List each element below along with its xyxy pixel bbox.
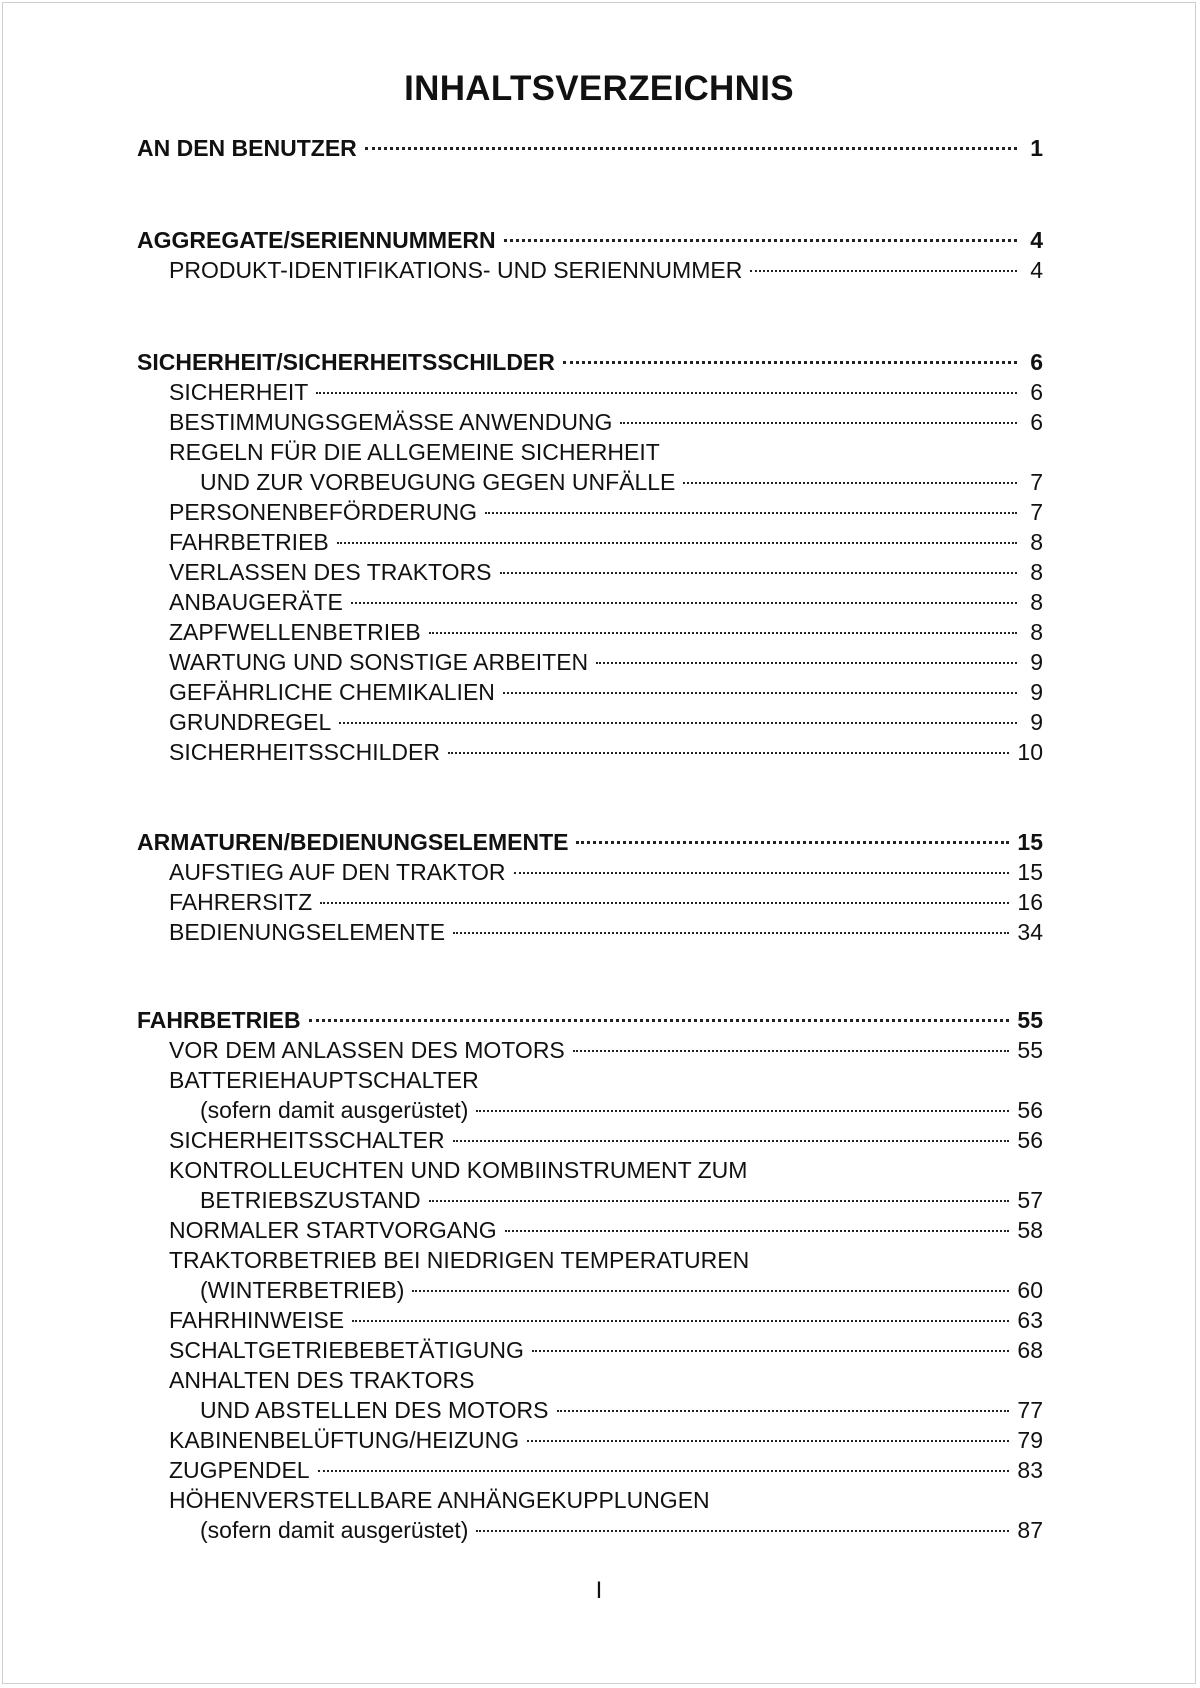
toc-entry-label: ZUGPENDEL bbox=[169, 1457, 310, 1483]
toc-entry bbox=[169, 1365, 1043, 1395]
toc-entry-page: 7 bbox=[1030, 469, 1043, 495]
toc-entry-label: PERSONENBEFÖRDERUNG bbox=[169, 499, 477, 525]
document-page bbox=[2, 2, 1196, 1684]
toc-section-page: 15 bbox=[1017, 829, 1043, 855]
toc-entry-label: PRODUKT-IDENTIFIKATIONS- UND SERIENNUMMER bbox=[169, 257, 743, 283]
toc-section bbox=[137, 225, 1043, 255]
toc-section-page: 6 bbox=[1030, 349, 1043, 375]
toc-entry-label: HÖHENVERSTELLBARE ANHÄNGEKUPPLUNGEN bbox=[169, 1487, 710, 1513]
toc-entry-page: 4 bbox=[1030, 257, 1043, 283]
dot-leader bbox=[339, 720, 1017, 724]
toc-section-label: FAHRBETRIEB bbox=[137, 1007, 301, 1033]
toc-entry-page: 7 bbox=[1030, 499, 1043, 525]
dot-leader bbox=[576, 839, 1009, 844]
toc-entry-label: SCHALTGETRIEBEBETÄTIGUNG bbox=[169, 1337, 524, 1363]
dot-leader bbox=[505, 1228, 1010, 1232]
toc-entry-page: 10 bbox=[1017, 739, 1043, 765]
toc-entry bbox=[169, 1485, 1043, 1515]
toc-entry bbox=[169, 617, 1043, 647]
toc-section bbox=[137, 827, 1043, 857]
toc-entry-page: 8 bbox=[1030, 529, 1043, 555]
toc-entry bbox=[169, 857, 1043, 887]
page-title: INHALTSVERZEICHNIS bbox=[404, 69, 794, 108]
toc-section bbox=[137, 133, 1043, 163]
toc-entry-page: 9 bbox=[1030, 709, 1043, 735]
toc-entry-label: WARTUNG UND SONSTIGE ARBEITEN bbox=[169, 649, 589, 675]
toc-entry-page: 56 bbox=[1017, 1127, 1043, 1153]
toc-entry-label: UND ZUR VORBEUGUNG GEGEN UNFÄLLE bbox=[200, 469, 676, 495]
toc-entry-label: GRUNDREGEL bbox=[169, 709, 332, 735]
toc-entry bbox=[200, 1515, 1043, 1545]
toc-entry-label: (sofern damit ausgerüstet) bbox=[200, 1097, 469, 1123]
toc-entry-label: FAHRHINWEISE bbox=[169, 1307, 345, 1333]
toc-entry-page: 6 bbox=[1030, 379, 1043, 405]
toc-entry bbox=[169, 1125, 1043, 1155]
toc-section-label: AN DEN BENUTZER bbox=[137, 135, 357, 161]
toc-entry bbox=[169, 1065, 1043, 1095]
dot-leader bbox=[514, 870, 1010, 874]
dot-leader bbox=[309, 1017, 1010, 1022]
toc-entry-label: SICHERHEIT bbox=[169, 379, 309, 405]
toc-entry-page: 60 bbox=[1017, 1277, 1043, 1303]
dot-leader bbox=[429, 1198, 1010, 1202]
toc-entry-label: FAHRBETRIEB bbox=[169, 529, 329, 555]
toc-entry-label: ZAPFWELLENBETRIEB bbox=[169, 619, 421, 645]
toc-entry-page: 6 bbox=[1030, 409, 1043, 435]
toc-entry-page: 68 bbox=[1017, 1337, 1043, 1363]
toc-entry-label: BETRIEBSZUSTAND bbox=[200, 1187, 421, 1213]
dot-leader bbox=[573, 1048, 1010, 1052]
toc-entry-label: ANHALTEN DES TRAKTORS bbox=[169, 1367, 475, 1393]
toc-entry bbox=[169, 1455, 1043, 1485]
dot-leader bbox=[337, 540, 1017, 544]
toc-section-label: SICHERHEIT/SICHERHEITSSCHILDER bbox=[137, 349, 555, 375]
toc-entry bbox=[169, 737, 1043, 767]
toc-entry-label: VOR DEM ANLASSEN DES MOTORS bbox=[169, 1037, 565, 1063]
toc-entry bbox=[169, 1335, 1043, 1365]
toc-entry-page: 55 bbox=[1017, 1037, 1043, 1063]
toc-entry-label: (sofern damit ausgerüstet) bbox=[200, 1517, 469, 1543]
toc-entry-label: SICHERHEITSSCHILDER bbox=[169, 739, 440, 765]
dot-leader bbox=[453, 1138, 1010, 1142]
toc-entry-label: ANBAUGERÄTE bbox=[169, 589, 343, 615]
dot-leader bbox=[318, 1468, 1010, 1472]
dot-leader bbox=[504, 237, 1017, 242]
toc-entry bbox=[169, 1215, 1043, 1245]
toc-entry bbox=[200, 1395, 1043, 1425]
toc-entry bbox=[200, 1095, 1043, 1125]
toc-entry bbox=[169, 497, 1043, 527]
dot-leader bbox=[352, 1318, 1009, 1322]
toc-entry bbox=[200, 1275, 1043, 1305]
dot-leader bbox=[563, 359, 1017, 364]
dot-leader bbox=[527, 1438, 1009, 1442]
toc-entry-page: 87 bbox=[1017, 1517, 1043, 1543]
dot-leader bbox=[429, 630, 1017, 634]
dot-leader bbox=[557, 1408, 1010, 1412]
dot-leader bbox=[365, 145, 1017, 150]
toc-entry-page: 15 bbox=[1017, 859, 1043, 885]
page-number: I bbox=[595, 1577, 603, 1604]
toc-entry-page: 79 bbox=[1017, 1427, 1043, 1453]
toc-entry-label: KABINENBELÜFTUNG/HEIZUNG bbox=[169, 1427, 520, 1453]
toc-section bbox=[137, 1005, 1043, 1035]
dot-leader bbox=[320, 900, 1009, 904]
toc-entry-page: 34 bbox=[1017, 919, 1043, 945]
toc-entry bbox=[169, 527, 1043, 557]
dot-leader bbox=[503, 690, 1017, 694]
toc-entry-label: BESTIMMUNGSGEMÄSSE ANWENDUNG bbox=[169, 409, 613, 435]
toc-section-label: ARMATUREN/BEDIENUNGSELEMENTE bbox=[137, 829, 569, 855]
toc-entry bbox=[169, 377, 1043, 407]
dot-leader bbox=[596, 660, 1017, 664]
toc-entry bbox=[169, 917, 1043, 947]
toc-entry bbox=[169, 557, 1043, 587]
dot-leader bbox=[476, 1528, 1009, 1532]
toc-section-page: 1 bbox=[1030, 135, 1043, 161]
toc-entry bbox=[169, 707, 1043, 737]
toc-entry-page: 16 bbox=[1017, 889, 1043, 915]
toc-entry bbox=[169, 407, 1043, 437]
dot-leader bbox=[453, 930, 1009, 934]
toc-entry bbox=[169, 437, 1043, 467]
toc-entry-label: NORMALER STARTVORGANG bbox=[169, 1217, 497, 1243]
toc-entry-label: VERLASSEN DES TRAKTORS bbox=[169, 559, 492, 585]
toc-entry-page: 77 bbox=[1017, 1397, 1043, 1423]
toc-section-page: 4 bbox=[1030, 227, 1043, 253]
toc-entry-label: (WINTERBETRIEB) bbox=[200, 1277, 405, 1303]
toc-entry bbox=[169, 677, 1043, 707]
dot-leader bbox=[448, 750, 1009, 754]
toc-section bbox=[137, 347, 1043, 377]
dot-leader bbox=[412, 1288, 1009, 1292]
toc-entry-page: 9 bbox=[1030, 679, 1043, 705]
toc-entry-label: KONTROLLEUCHTEN UND KOMBIINSTRUMENT ZUM bbox=[169, 1157, 748, 1183]
toc-entry bbox=[169, 1035, 1043, 1065]
toc-entry-label: FAHRERSITZ bbox=[169, 889, 313, 915]
toc-entry-label: UND ABSTELLEN DES MOTORS bbox=[200, 1397, 549, 1423]
toc-section-label: AGGREGATE/SERIENNUMMERN bbox=[137, 227, 496, 253]
toc-entry-label: BEDIENUNGSELEMENTE bbox=[169, 919, 446, 945]
toc-entry-page: 56 bbox=[1017, 1097, 1043, 1123]
toc-entry bbox=[169, 1245, 1043, 1275]
toc-entry-page: 8 bbox=[1030, 589, 1043, 615]
dot-leader bbox=[620, 420, 1017, 424]
toc-entry bbox=[169, 887, 1043, 917]
toc-entry bbox=[169, 587, 1043, 617]
dot-leader bbox=[683, 480, 1017, 484]
toc-entry bbox=[169, 1425, 1043, 1455]
toc-entry-label: BATTERIEHAUPTSCHALTER bbox=[169, 1067, 479, 1093]
toc-entry bbox=[169, 1305, 1043, 1335]
toc-entry-label: REGELN FÜR DIE ALLGEMEINE SICHERHEIT bbox=[169, 439, 660, 465]
dot-leader bbox=[750, 268, 1017, 272]
toc-entry-page: 83 bbox=[1017, 1457, 1043, 1483]
toc-entry-label: TRAKTORBETRIEB BEI NIEDRIGEN TEMPERATUREN bbox=[169, 1247, 750, 1273]
toc-entry-label: GEFÄHRLICHE CHEMIKALIEN bbox=[169, 679, 495, 705]
toc-entry bbox=[169, 255, 1043, 285]
toc-entry bbox=[200, 1185, 1043, 1215]
toc-entry bbox=[169, 1155, 1043, 1185]
toc-entry-label: AUFSTIEG AUF DEN TRAKTOR bbox=[169, 859, 506, 885]
toc-entry-page: 8 bbox=[1030, 559, 1043, 585]
dot-leader bbox=[485, 510, 1017, 514]
toc-entry-page: 57 bbox=[1017, 1187, 1043, 1213]
dot-leader bbox=[500, 570, 1017, 574]
dot-leader bbox=[316, 390, 1017, 394]
toc-entry bbox=[169, 647, 1043, 677]
toc-entry-label: SICHERHEITSSCHALTER bbox=[169, 1127, 445, 1153]
toc-entry bbox=[200, 467, 1043, 497]
toc-section-page: 55 bbox=[1017, 1007, 1043, 1033]
dot-leader bbox=[351, 600, 1017, 604]
toc-entry-page: 8 bbox=[1030, 619, 1043, 645]
toc-entry-page: 9 bbox=[1030, 649, 1043, 675]
dot-leader bbox=[532, 1348, 1010, 1352]
toc-entry-page: 58 bbox=[1017, 1217, 1043, 1243]
dot-leader bbox=[476, 1108, 1009, 1112]
toc-entry-page: 63 bbox=[1017, 1307, 1043, 1333]
